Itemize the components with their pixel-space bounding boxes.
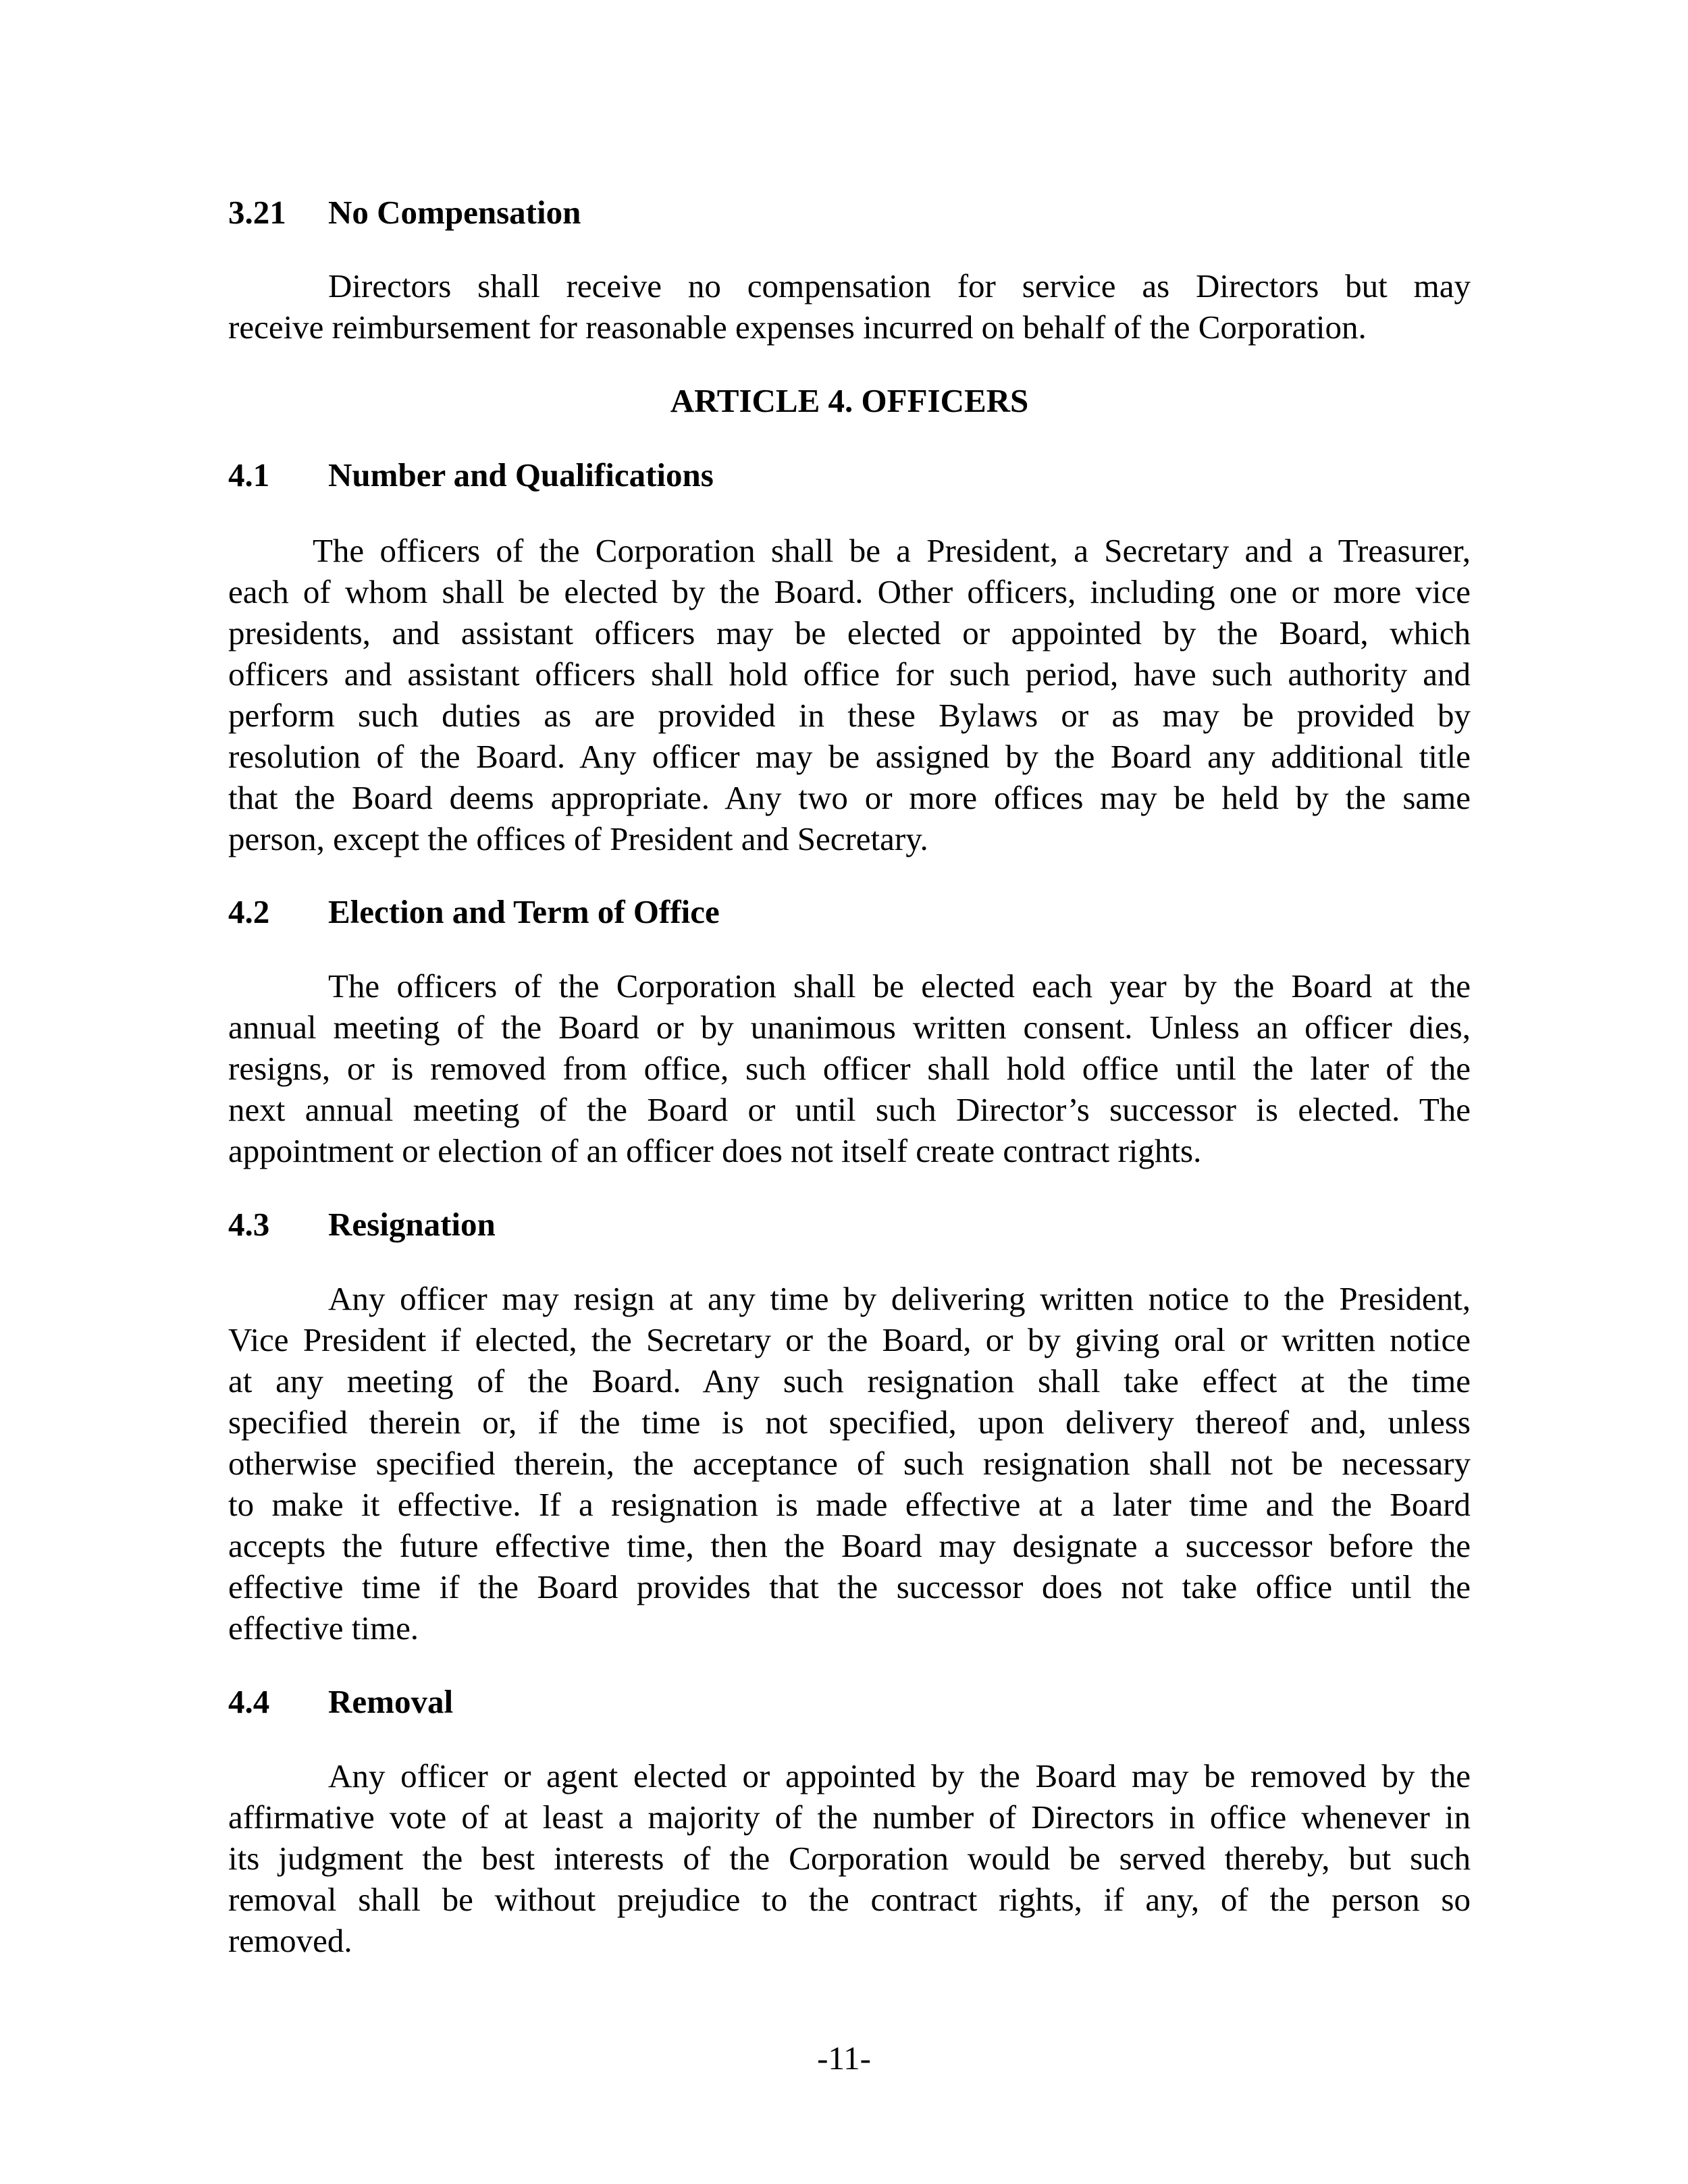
paragraph-line: resigns, or is removed from office, such officer shall hold office until the later of the: [228, 1050, 1471, 1087]
section-number: 4.1: [228, 456, 270, 494]
paragraph-line: Vice President if elected, the Secretary or the Board, or by giving oral or written notice: [228, 1321, 1471, 1358]
paragraph-line: effective time if the Board provides that the successor does not take office until the: [228, 1568, 1471, 1605]
section-number: 4.4: [228, 1683, 270, 1720]
paragraph-line: person, except the offices of President and Secretary.: [228, 820, 928, 857]
paragraph-line: each of whom shall be elected by the Board. Other officers, including one or more vice: [228, 573, 1471, 610]
section-title: Resignation: [328, 1206, 496, 1243]
paragraph-line: annual meeting of the Board or by unanimous written consent. Unless an officer dies,: [228, 1009, 1471, 1046]
section-heading-4-4: [228, 1681, 453, 1722]
section-paragraph-4-3: [228, 1278, 1471, 1649]
paragraph-line: affirmative vote of at least a majority of the number of Directors in office whenever in: [228, 1799, 1471, 1836]
paragraph-line: Directors shall receive no compensation for service as Directors but may: [328, 267, 1471, 304]
paragraph-line: presidents, and assistant officers may be elected or appointed by the Board, which: [228, 614, 1471, 651]
section-title: Number and Qualifications: [328, 456, 714, 494]
section-title: Election and Term of Office: [328, 893, 720, 930]
section-heading-4-3: [228, 1204, 496, 1245]
paragraph-line: at any meeting of the Board. Any such resignation shall take effect at the time: [228, 1362, 1471, 1400]
page-number: -11-: [817, 2040, 871, 2077]
paragraph-line: removed.: [228, 1922, 352, 1959]
paragraph-line: otherwise specified therein, the acceptance of such resignation shall not be necessary: [228, 1445, 1471, 1482]
section-number: 4.2: [228, 893, 270, 930]
section-heading-3-21: [228, 192, 581, 233]
article-heading: ARTICLE 4. OFFICERS: [670, 382, 1029, 419]
paragraph-line: officers and assistant officers shall hold office for such period, have such authority and: [228, 656, 1471, 693]
paragraph-line: its judgment the best interests of the Corporation would be served thereby, but such: [228, 1840, 1471, 1877]
section-number: 3.21: [228, 194, 286, 231]
section-paragraph-3-21: [228, 265, 1471, 348]
paragraph-line: removal shall be without prejudice to the contract rights, if any, of the person so: [228, 1881, 1471, 1918]
paragraph-line: receive reimbursement for reasonable expenses incurred on behalf of the Corporation.: [228, 309, 1367, 346]
paragraph-line: next annual meeting of the Board or until such Director’s successor is elected. The: [228, 1091, 1471, 1128]
paragraph-line: effective time.: [228, 1609, 419, 1647]
paragraph-line: Any officer may resign at any time by delivering written notice to the President,: [328, 1280, 1471, 1317]
paragraph-line: The officers of the Corporation shall be elected each year by the Board at the: [328, 967, 1471, 1005]
paragraph-line: that the Board deems appropriate. Any two or more offices may be held by the same: [228, 779, 1471, 816]
section-heading-4-1: [228, 454, 714, 496]
paragraph-line: to make it effective. If a resignation is made effective at a later time and the Board: [228, 1486, 1471, 1523]
paragraph-line: appointment or election of an officer does not itself create contract rights.: [228, 1132, 1202, 1169]
section-number: 4.3: [228, 1206, 270, 1243]
paragraph-line: Any officer or agent elected or appointed by the Board may be removed by the: [328, 1757, 1471, 1794]
section-title: No Compensation: [328, 194, 581, 231]
section-paragraph-4-4: [228, 1755, 1471, 1961]
paragraph-line: perform such duties as are provided in these Bylaws or as may be provided by: [228, 697, 1471, 734]
paragraph-line: resolution of the Board. Any officer may be assigned by the Board any additional title: [228, 738, 1471, 775]
paragraph-line: The officers of the Corporation shall be a President, a Secretary and a Treasurer,: [313, 532, 1471, 569]
paragraph-line: accepts the future effective time, then the Board may designate a successor before the: [228, 1527, 1471, 1564]
paragraph-line: specified therein or, if the time is not specified, upon delivery thereof and, unless: [228, 1404, 1471, 1441]
section-heading-4-2: [228, 891, 720, 932]
section-paragraph-4-1: [228, 530, 1471, 859]
section-title: Removal: [328, 1683, 454, 1720]
section-paragraph-4-2: [228, 965, 1471, 1171]
